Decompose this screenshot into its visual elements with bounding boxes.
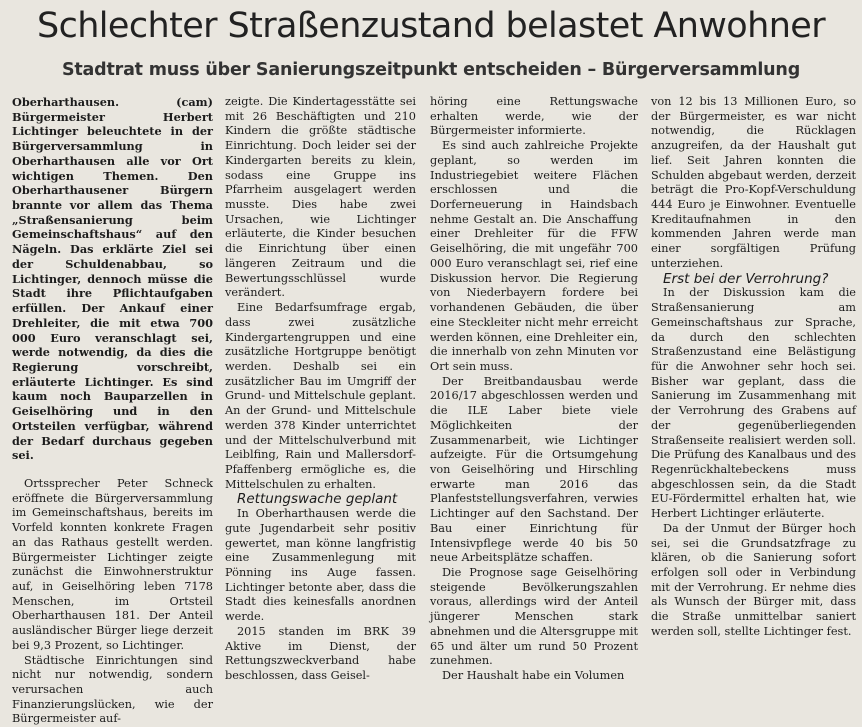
body-paragraph: Der Haushalt habe ein Volumen xyxy=(442,669,625,683)
body-paragraph: In Oberharthausen werde die gute Jugendarbeit sehr positiv gewertet, man könne langfristig eine Zusammenlegung mit Pönning ins Auge fassen. Lichtinger betonte aber, dass die Stadt dies keinesfalls anordnen werde. xyxy=(225,507,416,624)
body-paragraph: Städtische Einrichtungen sind nicht nur notwendig, sondern verursachen auch Finanzierungslücken, wie der Bürgermeister auf- xyxy=(12,653,213,726)
body-paragraph: Es sind auch zahlreiche Projekte geplant, so werden im Industriegebiet weitere Flächen erschlossen und die Dorferneuerung in Haindsbach nehme Gestalt an. Die Anschaffung einer Drehleiter für die FFW Geiselhöring, die mit ungefähr 700 000 Euro veranschlagt sei, rief eine Diskussion hervor. Die Regierung von Niederbayern fordere bei vorhandenen Gebäuden, die über eine Steckleiter nicht mehr erreicht werden können, eine Drehleiter ein, die innerhalb von zehn Minuten vor Ort sein muss. xyxy=(430,139,638,373)
body-paragraph: 2015 standen im BRK 39 Aktive im Dienst, der Rettungszweckverband habe beschlossen, dass Geisel- xyxy=(225,624,416,683)
section-subtitle: Rettungswache geplant xyxy=(237,491,398,508)
body-paragraph: Eine Bedarfsumfrage ergab, dass zwei zusätzliche Kindergartengruppen und eine zusätzliche Hortgruppe benötigt werden. Deshalb sei ein zusätzlicher Bau im Umgriff der Grund- und Mittelschule geplant. An der Grund- und Mittelschule werden 378 Kinder unterrichtet und der Mittelschulverbund mit Leiblfing, Rain und Mallersdorf-Pfaffenberg ermögliche es, die Mittelschulen zu erhalten. xyxy=(225,301,417,491)
column-3 xyxy=(430,95,638,683)
body-paragraph: zeigte. Die Kindertagesstätte sei mit 26 Beschäftigten und 210 Kindern die größte städtische Einrichtung. Doch leider sei der Kindergarten bereits zu klein, sodass eine Gruppe ins Pfarrheim ausgelagert werden musste. Dies habe zwei Ursachen, wie Lichtinger erläuterte, die Kinder besuchen die Einrichtung über einen längeren Zeitraum und die Bewertungsschlüssel wurde verändert. xyxy=(225,95,416,300)
headline: Schlechter Straßenzustand belastet Anwohner xyxy=(36,6,826,46)
body-paragraph: Der Breitbandausbau werde 2016/17 abgeschlossen werden und die ILE Laber biete viele Möglichkeiten der Zusammenarbeit, wie Lichtinger aufzeigte. Für die Ortsumgehung von Geiselhöring und Hirschling erwarte man 2016 das Planfeststellungsverfahren, verwies Lichtinger auf den Sachstand. Der Bau einer Einrichtung für Intensivpflege werde 40 bis 50 neue Arbeitsplätze schaffen. xyxy=(430,374,638,565)
body-paragraph: Da der Unmut der Bürger hoch sei, sei die Grundsatzfrage zu klären, ob die Sanierung sofort erfolgen soll oder in Verbindung mit der Verrohrung. Er nehme dies als Wunsch der Bürger mit, dass die Straße unmittelbar saniert werden soll, stellte Lichtinger fest. xyxy=(651,521,856,638)
subheadline: Stadtrat muss über Sanierungszeitpunkt entscheiden – Bürgerversammlung xyxy=(61,60,801,80)
body-paragraph: In der Diskussion kam die Straßensanierung am Gemeinschaftshaus zur Sprache, da durch den schlechten Straßenzustand eine Belästigung für die Anwohner sehr hoch sei. Bisher war geplant, dass die Sanierung im Zusammenhang mit der Verrohrung des Grabens auf der gegenüberliegenden Straßenseite realisiert werden soll. Die Prüfung des Kanalbaus und des Regenrückhaltebeckens muss abgeschlossen sein, da die Stadt EU-Fördermittel erhalten hat, wie Herbert Lichtinger erläuterte. xyxy=(651,286,856,521)
body-paragraph: höring eine Rettungswache erhalten werde, wie der Bürgermeister informierte. xyxy=(430,95,638,138)
lead-paragraph: Oberharthausen. (cam) Bürgermeister Herbert Lichtinger beleuchtete in der Bürgerversammlung in Oberharthausen alle vor Ort wichtigen Themen. Den Oberharthausener Bürgern brannte vor allem das Thema „Straßensanierung beim Gemeinschaftshaus“ auf den Nägeln. Das erklärte Ziel sei der Schuldenabbau, so Lichtinger, dennoch müsse die Stadt ihre Pflichtaufgaben erfüllen. Der Ankauf einer Drehleiter, die mit etwa 700 000 Euro veranschlagt sei, werde notwendig, da dies die Regierung vorschreibt, erläuterte Lichtinger. Es sind kaum noch Bauparzellen in Geiselhöring und in den Ortsteilen verfügbar, während der Bedarf durchaus gegeben sei. xyxy=(12,95,213,463)
body-paragraph: von 12 bis 13 Millionen Euro, so der Bürgermeister, es war nicht notwendig, die Rücklagen anzugreifen, da der Haushalt gut lief. Seit Jahren konnten die Schulden abgebaut werden, derzeit beträgt die Pro-Kopf-Verschuldung 444 Euro je Einwohner. Eventuelle Kreditaufnahmen in den kommenden Jahren werde man einer sorgfältigen Prüfung unterziehen. xyxy=(651,95,856,270)
column-1 xyxy=(12,95,213,726)
column-2 xyxy=(225,95,417,683)
section-subtitle: Erst bei der Verrohrung? xyxy=(663,270,829,287)
body-paragraph: Die Prognose sage Geiselhöring steigende Bevölkerungszahlen voraus, allerdings wird der Anteil jüngerer Menschen stark abnehmen und die Altersgruppe mit 65 und älter um rund 50 Prozent zunehmen. xyxy=(430,566,638,668)
body-paragraph: Ortssprecher Peter Schneck eröffnete die Bürgerversammlung im Gemeinschaftshaus, bereits im Vorfeld konnten konkrete Fragen an das Rathaus gestellt werden. Bürgermeister Lichtinger zeigte zunächst die Einwohnerstruktur auf, in Geiselhöring leben 7178 Menschen, im Ortsteil Oberharthausen 181. Der Anteil ausländischer Bürger liege derzeit bei 9,3 Prozent, so Lichtinger. xyxy=(12,476,213,652)
column-4 xyxy=(651,95,856,638)
